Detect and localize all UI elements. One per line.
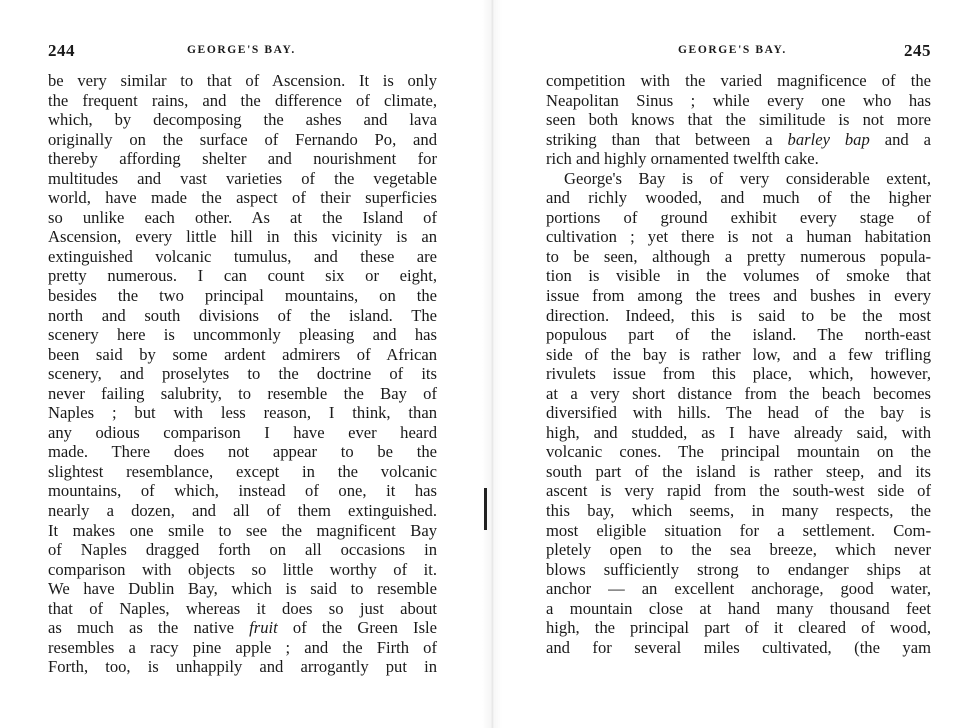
text-segment: of the Green Isle: [277, 618, 437, 638]
text-line: comparison with objects so little worthy of it.: [48, 559, 437, 579]
text-line-with-italic: [546, 130, 931, 150]
text-line: side of the bay is rather low, and a few trifling: [546, 344, 931, 364]
text-line: scenery, and proselytes to the doctrine of its: [48, 364, 437, 384]
text-line: slightest resemblance, except in the volcanic: [48, 461, 437, 481]
text-line: pretty numerous. I can count six or eight,: [48, 266, 437, 286]
page-number-right: 245: [904, 41, 931, 60]
text-segment: as much as the native: [48, 618, 250, 638]
text-line: Forth, too, is unhappily and arrogantly put in: [48, 657, 437, 677]
text-line: ascent is very rapid from the south-west side of: [546, 481, 931, 501]
text-line: Naples ; but with less reason, I think, than: [48, 403, 437, 423]
running-head-left: GEORGE'S BAY.: [187, 44, 296, 56]
text-line: issue from among the trees and bushes in every: [546, 286, 931, 306]
text-line: pletely open to the sea breeze, which never: [546, 540, 931, 560]
text-line: most eligible situation for a settlement. Com-: [546, 520, 931, 540]
text-line: never failing salubrity, to resemble the Bay of: [48, 383, 437, 403]
text-line: and richly wooded, and much of the higher: [546, 188, 931, 208]
text-line: populous part of the island. The north-east: [546, 325, 931, 345]
text-line: portions of ground exhibit every stage of: [546, 207, 931, 227]
text-line: volcanic cones. The principal mountain on the: [546, 442, 931, 462]
text-line: It makes one smile to see the magnificent Bay: [48, 520, 437, 540]
italic-phrase-barley-bap: barley bap: [787, 129, 870, 149]
italic-word-fruit: fruit: [249, 618, 278, 638]
text-line: world, have made the aspect of their superficies: [48, 188, 437, 208]
right-page-text: [546, 71, 931, 657]
text-line: competition with the varied magnificence of the: [546, 71, 931, 90]
text-line: multitudes and vast varieties of the vegetable: [48, 168, 437, 188]
text-line: diversified with hills. The head of the bay is: [546, 403, 931, 423]
text-line: south part of the island is rather steep, and its: [546, 461, 931, 481]
text-line: so unlike each other. As at the Island of: [48, 207, 437, 227]
text-line: rivulets issue from this place, which, however,: [546, 364, 931, 384]
text-line: any odious comparison I have ever heard: [48, 422, 437, 442]
gutter-shadow-mark: [484, 488, 487, 530]
text-line: thereby affording shelter and nourishment for: [48, 149, 437, 169]
text-line: been said by some ardent admirers of African: [48, 344, 437, 364]
right-page: [490, 0, 980, 728]
text-line: tion is visible in the volumes of smoke that: [546, 266, 931, 286]
text-line: high, and studded, as I have already said, with: [546, 422, 931, 442]
text-line: blows sufficiently strong to endanger ships at: [546, 559, 931, 579]
text-line: of Naples dragged forth on all occasions in: [48, 540, 437, 560]
text-line: this bay, which seems, in many respects, the: [546, 501, 931, 521]
text-line: to be seen, although a pretty numerous popula-: [546, 246, 931, 266]
text-line: Neapolitan Sinus ; while every one who has: [546, 90, 931, 110]
text-line: a mountain close at hand many thousand feet: [546, 598, 931, 618]
text-line: be very similar to that of Ascension. It is only: [48, 71, 437, 90]
page-number-left: 244: [48, 41, 75, 60]
text-segment: striking than that between a: [546, 129, 788, 149]
text-line: anchor — an excellent anchorage, good water,: [546, 579, 931, 599]
text-line: at a very short distance from the beach becomes: [546, 383, 931, 403]
text-line-with-italic: [48, 618, 437, 638]
paragraph-start-line: George's Bay is of very considerable extent,: [564, 168, 931, 188]
text-line: which, by decomposing the ashes and lava: [48, 110, 437, 130]
text-line: We have Dublin Bay, which is said to resemble: [48, 579, 437, 599]
text-line: mountains, of which, instead of one, it has: [48, 481, 437, 501]
text-line: besides the two principal mountains, on the: [48, 286, 437, 306]
text-line: and for several miles cultivated, (the yam: [546, 637, 931, 657]
text-line: high, the principal part of it cleared of wood,: [546, 618, 931, 638]
text-line: made. There does not appear to be the: [48, 442, 437, 462]
text-line: that of Naples, whereas it does so just about: [48, 598, 437, 618]
text-line: the frequent rains, and the difference of climate,: [48, 90, 437, 110]
running-head-right: GEORGE'S BAY.: [678, 44, 787, 56]
text-line: originally on the surface of Fernando Po, and: [48, 129, 437, 149]
text-line: resembles a racy pine apple ; and the Firth of: [48, 637, 437, 657]
text-line: direction. Indeed, this is said to be the most: [546, 305, 931, 325]
text-line: nearly a dozen, and all of them extinguished.: [48, 501, 437, 521]
text-line: rich and highly ornamented twelfth cake.: [546, 149, 819, 169]
text-line: north and south divisions of the island. The: [48, 305, 437, 325]
text-line: scenery here is uncommonly pleasing and has: [48, 325, 437, 345]
text-line: extinguished volcanic tumulus, and these are: [48, 246, 437, 266]
text-line: seen both knows that the similitude is not more: [546, 110, 931, 130]
left-page-text: [48, 71, 437, 677]
text-segment: and a: [869, 129, 931, 149]
text-line: Ascension, every little hill in this vicinity is an: [48, 227, 437, 247]
text-line: cultivation ; yet there is not a human habitation: [546, 227, 931, 247]
